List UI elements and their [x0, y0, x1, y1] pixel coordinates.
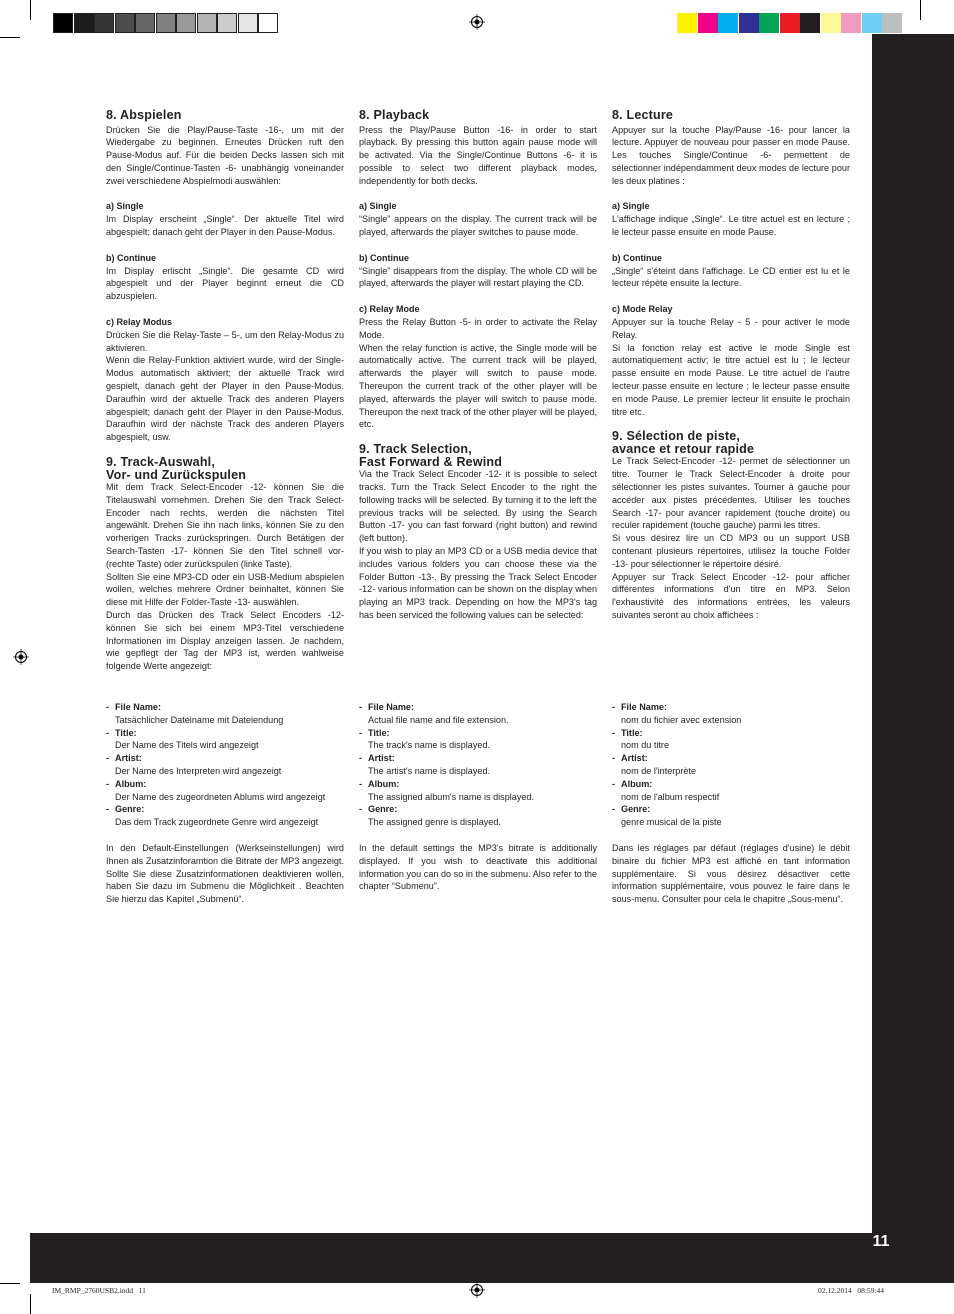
text-column — [612, 109, 850, 622]
section-9-text: Mit dem Track Select-Encoder -12- können Sie die Titelauswahl vornehmen. Drehen Sie den Track Select-Encoder nach rechts, werden die nächsten Titel angewählt. Drehen Sie ihn nach links, können Sie zu den vorherigen Tracks zurückspringen. Durch Betätigen der Search-Tasten -17- können Sie den Titel schnell vor- (rechte Taste) oder zurückspulen (linke Taste). — [106, 482, 344, 569]
field-name: - Genre: — [115, 803, 344, 816]
mode-c-title: c) Relay Mode — [359, 304, 420, 315]
mode-b-title: b) Continue — [359, 252, 409, 263]
field-name: - Artist: — [115, 752, 344, 765]
field-name: - Title: — [368, 727, 597, 740]
field-name: - Title: — [621, 727, 850, 740]
field-name: - File Name: — [621, 701, 850, 714]
list-item — [106, 727, 344, 753]
list-item — [106, 752, 344, 778]
registration-mark-icon — [469, 14, 485, 30]
section-9-text: Sollten Sie eine MP3-CD oder ein USB-Medium abspielen wollen, welches mehrere Ordner beinhaltet, können Sie diese mit Hilfe der Folder-Taste -13- auswählen. — [106, 571, 344, 608]
gray-swatch — [156, 13, 176, 33]
mode-b-text: “Single” disappears from the display. The whole CD will be played, afterwards the player will restart playing the CD. — [359, 265, 597, 289]
mode-b-title: b) Continue — [106, 252, 156, 263]
mode-c-title: c) Mode Relay — [612, 304, 673, 315]
mode-c-text: When the relay function is active, the Single mode will be automatically active. The current track will be played, afterwards the player will switch to pause mode. Thereupon the current track of the other player will be played, afterwards the player will switch to pause mode. Thereupon the next track of the other player will be played, etc. — [359, 342, 597, 430]
field-name: - Genre: — [621, 803, 850, 816]
list-item — [359, 778, 597, 804]
field-name: - Album: — [368, 778, 597, 791]
section-9-text: If you wish to play an MP3 CD or a USB media device that includes various folders you can choose these via the Folder Button -13-. By pressing the Track Select Encoder -12- various information can be shown on the display when playing an MP3 track. Depending on how the MP3's tag has been serviced the following values can be selected: — [359, 546, 597, 620]
field-description: nom du fichier avec extension — [621, 714, 742, 725]
field-description: nom de l'interprète — [621, 765, 697, 776]
section-9-heading: 9. Sélection de piste, avance et retour rapide — [612, 429, 755, 456]
field-name: - Album: — [621, 778, 850, 791]
page-number: 11 — [872, 1233, 890, 1250]
field-description: Tatsächlicher Dateiname mit Dateiendung — [115, 714, 284, 725]
list-item — [106, 803, 344, 829]
color-swatch — [780, 13, 800, 33]
section-9-text: Appuyer sur Track Select Encoder -12- pour afficher différentes informations d'un titre en MP3. Selon l'exhaustivité des informations entrées, les valeurs suivantes seront au choix affichées : — [612, 571, 850, 620]
mode-a-title: a) Single — [612, 201, 650, 212]
field-name: - File Name: — [115, 701, 344, 714]
slug-file-name: IM_RMP_2760USB2.indd 11 — [52, 1286, 146, 1295]
mode-c-title: c) Relay Modus — [106, 317, 173, 328]
slug-timestamp: 02.12.2014 08:59:44 — [818, 1286, 885, 1295]
crop-mark — [0, 37, 20, 38]
list-item — [359, 727, 597, 753]
mode-b-text: Im Display erlischt „Single“. Die gesamte CD wird abgespielt und der Player beginnt erneut die CD abzuspielen. — [106, 265, 344, 302]
gray-swatch — [74, 13, 94, 33]
mode-a-text: L'affichage indique „Single“. Le titre actuel est en lecture ; le lecteur passe ensuite en mode Pause. — [612, 214, 850, 238]
gray-swatch — [94, 13, 114, 33]
section-9-heading: 9. Track-Auswahl, Vor- und Zurückspulen — [106, 455, 247, 482]
mode-a-title: a) Single — [106, 201, 144, 212]
crop-mark — [0, 1283, 20, 1284]
field-name: - Album: — [115, 778, 344, 791]
mode-a-text: “Single” appears on the display. The current track will be played, afterwards the player switches to pause mode. — [359, 214, 597, 238]
section-8-intro: Appuyer sur la touche Play/Pause -16- pour lancer la lecture. Appuyer de nouveau pour passer en mode Pause. Les touches Single/Continue -6- permettent de sélectionner indépendamment deux modes de lecture pour les deux platines : — [612, 124, 850, 186]
field-description: Der Name des zugeordneten Ablums wird angezeigt — [115, 791, 326, 802]
field-description: The artist's name is displayed. — [368, 765, 491, 776]
field-description: nom de l'album respectif — [621, 791, 720, 802]
mode-c-text: Wenn die Relay-Funktion aktiviert wurde, wird der Single-Modus automatisch aktiviert; der aktuelle Track wird gespielt, danach geht der Player in den Pause-Modus. Daraufhin wird der aktuelle Track des anderen Players abgespielt; danach geht der Player in den Pause-Modus. Daraufhin wird der nächste Track des anderen Players abgespielt, usw. — [106, 355, 344, 443]
gray-swatch — [53, 13, 73, 33]
field-description: The track's name is displayed. — [368, 740, 491, 751]
color-swatch — [759, 13, 779, 33]
gray-swatch — [258, 13, 278, 33]
field-description: The assigned genre is displayed. — [368, 817, 501, 828]
list-item — [612, 727, 850, 753]
gray-swatch — [115, 13, 135, 33]
list-item — [612, 803, 850, 829]
mode-a-text: Im Display erscheint „Single“. Der aktuelle Titel wird abgespielt; danach geht der Player in den Pause-Modus. — [106, 214, 344, 238]
section-8-intro: Drücken Sie die Play/Pause-Taste -16-, um mit der Wiedergabe zu beginnen. Erneutes Drücken ruft den Pause-Modus auf. Für die beiden Decks lassen sich mit den Single/Continue-Tasten -6- unabhängig voneinander zwei verschiedene Abspielmodi auswählen: — [106, 124, 344, 186]
list-item — [612, 701, 850, 727]
page-edge-bar-bottom — [30, 1233, 954, 1283]
section-8-heading: 8. Lecture — [612, 108, 674, 122]
field-name: - Artist: — [368, 752, 597, 765]
mp3-info-fields — [106, 701, 344, 906]
mode-b-text: „Single“ s'éteint dans l'affichage. Le CD entier est lu et le lecteur répète ensuite la lecture. — [612, 265, 850, 289]
color-swatch — [800, 13, 820, 33]
section-9-heading: 9. Track Selection, Fast Forward & Rewind — [359, 442, 503, 469]
field-description: The assigned album's name is displayed. — [368, 791, 535, 802]
crop-mark — [30, 1294, 31, 1314]
field-description: genre musical de la piste — [621, 817, 722, 828]
registration-mark-icon — [13, 649, 29, 665]
color-swatch — [677, 13, 697, 33]
list-item — [612, 778, 850, 804]
mode-c-text: Drücken Sie die Relay-Taste – 5-, um den Relay-Modus zu aktivieren. — [106, 329, 344, 353]
section-9-text: Via the Track Select Encoder -12- it is possible to select tracks. Turn the Track Select Encoder to the right the following tracks will be selected. By turning it to the left the previous tracks will be selected. By using the Search Button -17- you can fast forward (right button) and rewind (left button). — [359, 469, 597, 544]
mode-b-title: b) Continue — [612, 252, 662, 263]
mode-c-text: Appuyer sur la touche Relay - 5 - pour activer le mode Relay. — [612, 317, 850, 340]
field-name: - Artist: — [621, 752, 850, 765]
page-edge-bar-right — [872, 34, 954, 1283]
color-swatch — [718, 13, 738, 33]
mp3-info-fields — [612, 701, 850, 906]
section-9-text: Le Track Select-Encoder -12- permet de sélectionner un titre. Tourner le Track Select-Encoder à droite pour sélectionner les pistes suivantes. Tourner à gauche pour accéder aux pistes précédentes. Utiliser les touches Search -17- pour avancer rapidement (touche droite) ou reculer rapidement (touche gauche) parmi les titres. — [612, 456, 850, 531]
field-description: Actual file name and file extension. — [368, 714, 509, 725]
field-name: - Genre: — [368, 803, 597, 816]
registration-mark-icon — [469, 1282, 485, 1298]
field-description: nom du titre — [621, 740, 670, 751]
list-item — [359, 701, 597, 727]
section-9-text: Si vous désirez lire un CD MP3 ou un support USB contenant plusieurs répertoires, utilisez la touche Folder -13- pour sélectionner le répertoire désiré. — [612, 533, 850, 569]
text-column — [106, 109, 344, 673]
mp3-info-fields — [359, 701, 597, 893]
section-8-heading: 8. Abspielen — [106, 108, 182, 122]
gray-swatch — [176, 13, 196, 33]
field-description: Der Name des Titels wird angezeigt — [115, 740, 259, 751]
bitrate-note: In den Default-Einstellungen (Werkseinstellungen) wird Ihnen als Zusatzinforamtion die Bitrate der MP3 angezeigt. Sollte Sie diese Zusatzinformationen deaktivieren wollen, haben Sie dazu im Submenu die Möglichkeit . Beachten Sie hierzu das Kapitel „Submenü“. — [106, 842, 344, 905]
mode-c-text: Press the Relay Button -5- in order to activate the Relay Mode. — [359, 317, 597, 340]
field-description: Das dem Track zugeordnete Genre wird angezeigt — [115, 817, 319, 828]
bitrate-note: In the default settings the MP3's bitrate is additionally displayed. If you wish to deactivate this additional information you can do so in the submenu. Also refer to the chapter “Submenu”. — [359, 842, 597, 892]
color-swatch — [821, 13, 841, 33]
crop-mark — [30, 0, 31, 20]
section-9-text: Durch das Drücken des Track Select Encoders -12- können Sie sich bei einem MP3-Titel verschiedene Informationen im Display anzeigen lassen. Je nachdem, wie gepflegt der Tag der MP3 ist, werden wahlweise folgende Werte angezeigt: — [106, 610, 344, 672]
bitrate-note: Dans les réglages par défaut (réglages d'usine) le débit binaire du fichier MP3 est affiché en tant information supplémentaire. Si vous désirez désactiver cette information supplémentaire, vous pouvez le faire dans le sous-menu. Consulter pour cela le chapitre „Sous-menu“. — [612, 842, 850, 905]
crop-mark — [920, 0, 921, 20]
gray-swatch — [135, 13, 155, 33]
list-item — [359, 752, 597, 778]
gray-swatch — [217, 13, 237, 33]
field-name: - File Name: — [368, 701, 597, 714]
gray-swatch — [197, 13, 217, 33]
color-swatch — [739, 13, 759, 33]
gray-swatch — [238, 13, 258, 33]
mode-a-title: a) Single — [359, 201, 397, 212]
color-swatch — [882, 13, 902, 33]
mode-c-text: Si la fonction relay est active le mode Single est automatiquement activ; le titre actuel est lu ; le lecteur passe ensuite en mode Pause. Le titre actuel de l'autre lecteur passe ensuite en lecture ; le lecteur passe ensuite en mode Pause. Le premier lecteur lit ensuite le prochain titre etc. — [612, 342, 850, 417]
field-name: - Title: — [115, 727, 344, 740]
section-8-heading: 8. Playback — [359, 108, 430, 122]
section-8-intro: Press the Play/Pause Button -16- in order to start playback. By pressing this button again pause mode will be activated. Via the Single/Continue Buttons -6- it is possible to select two different playback modes, independently for both decks. — [359, 124, 597, 186]
list-item — [359, 803, 597, 829]
list-item — [106, 701, 344, 727]
text-column — [359, 109, 597, 622]
color-swatch — [698, 13, 718, 33]
color-swatch — [841, 13, 861, 33]
list-item — [612, 752, 850, 778]
color-swatch — [862, 13, 882, 33]
field-description: Der Name des Interpreten wird angezeigt — [115, 765, 282, 776]
list-item — [106, 778, 344, 804]
